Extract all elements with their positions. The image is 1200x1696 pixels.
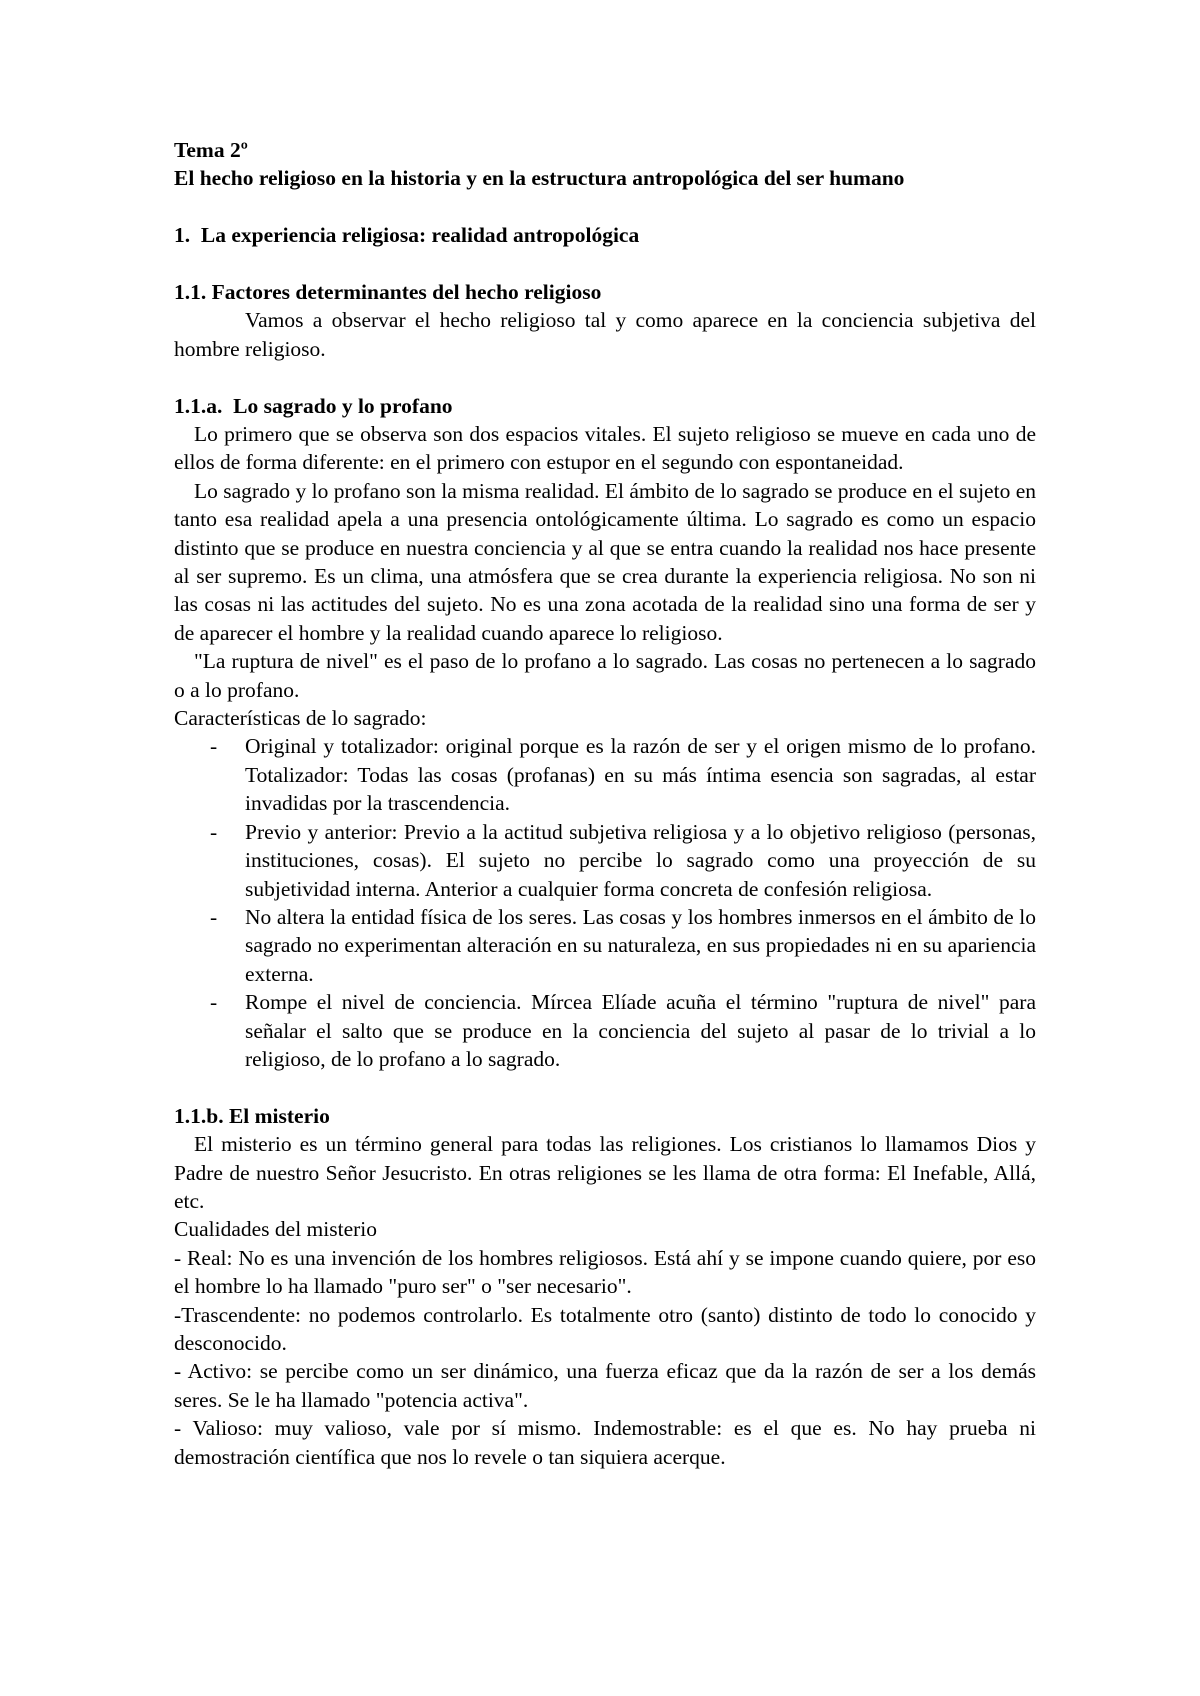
paragraph: "La ruptura de nivel" es el paso de lo profano a lo sagrado. Las cosas no pertenecen a lo sagrado o a lo profano. bbox=[174, 649, 1036, 702]
paragraph: Lo primero que se observa son dos espacios vitales. El sujeto religioso se mueve en cada uno de ellos de forma diferente: en el primero con estupor en el segundo con espontaneidad. bbox=[174, 422, 1036, 475]
section-1-1-a-heading bbox=[174, 392, 1036, 420]
dash-bullet: - bbox=[210, 734, 218, 759]
list-item-text: No altera la entidad física de los seres. Las cosas y los hombres inmersos en el ámbito de lo sagrado no experimentan alteración en su naturaleza, en sus propiedades ni en su apariencia externa. bbox=[245, 904, 1036, 986]
section-1-1-heading: 1.1. Factores determinantes del hecho religioso bbox=[174, 280, 602, 304]
characteristics-label: Características de lo sagrado: bbox=[174, 706, 427, 731]
section-1-1-intro: Vamos a observar el hecho religioso tal y como aparece en la conciencia subjetiva del hombre religioso. bbox=[174, 308, 1036, 361]
paragraph: El misterio es un término general para todas las religiones. Los cristianos lo llamamos Dios y Padre de nuestro Señor Jesucristo. En otras religiones se les llama de otra forma: El Inefable, Allá, etc. bbox=[174, 1132, 1036, 1213]
qualities-label: Cualidades del misterio bbox=[174, 1217, 378, 1242]
dash-bullet: - bbox=[210, 819, 218, 844]
section-1-1-a-title: Lo sagrado y lo profano bbox=[233, 393, 453, 418]
section-1-1-b-heading: 1.1.b. El misterio bbox=[174, 1103, 330, 1128]
quality-item: - Activo: se percibe como un ser dinámico, una fuerza eficaz que da la razón de ser a los demás seres. Se le ha llamado "potencia activa". bbox=[174, 1359, 1036, 1412]
list-item-text: Previo y anterior: Previo a la actitud subjetiva religiosa y a lo objetivo religioso (personas, instituciones, cosas). El sujeto no percibe lo sagrado como una proyección de su subjetividad interna. Anterior a cualquier forma concreta de confesión religiosa. bbox=[245, 819, 1036, 901]
quality-item: - Valioso: muy valioso, vale por sí mismo. Indemostrable: es el que es. No hay prueba ni demostración científica que nos lo revele o tan siquiera acerque. bbox=[174, 1416, 1036, 1469]
dash-bullet: - bbox=[210, 990, 218, 1015]
characteristics-list bbox=[174, 732, 1036, 1073]
spacer bbox=[174, 193, 1036, 221]
list-item bbox=[174, 903, 1036, 988]
document-title: El hecho religioso en la historia y en la estructura antropológica del ser humano bbox=[174, 166, 905, 191]
list-item bbox=[174, 988, 1036, 1073]
document-page bbox=[174, 136, 1036, 1471]
list-item bbox=[174, 818, 1036, 903]
spacer bbox=[174, 1073, 1036, 1101]
list-item bbox=[174, 732, 1036, 817]
quality-item: -Trascendente: no podemos controlarlo. Es totalmente otro (santo) distinto de todo lo conocido y desconocido. bbox=[174, 1302, 1036, 1355]
section-1-title: La experiencia religiosa: realidad antropológica bbox=[200, 223, 640, 248]
quality-item: - Real: No es una invención de los hombres religiosos. Está ahí y se impone cuando quiere, por eso el hombre lo ha llamado "puro ser" o "ser necesario". bbox=[174, 1245, 1036, 1299]
section-1-heading bbox=[174, 221, 1036, 249]
topic-number: Tema 2º bbox=[174, 138, 248, 162]
paragraph: Lo sagrado y lo profano son la misma realidad. El ámbito de lo sagrado se produce en el sujeto en tanto esa realidad apela a una presencia ontológicamente última. Lo sagrado es como un espacio distinto que se produce en nuestra conciencia y al que se entra cuando la realidad nos hace presente al ser supremo. Es un clima, una atmósfera que se crea durante la experiencia religiosa. No son ni las cosas ni las actitudes del sujeto. No es una zona acotada de la realidad sino una forma de ser y de aparecer el hombre y la realidad cuando aparece lo religioso. bbox=[174, 478, 1036, 645]
list-item-text: Original y totalizador: original porque es la razón de ser y el origen mismo de lo profano. Totalizador: Todas las cosas (profanas) en su más íntima esencia son sagradas, al estar invadidas por la trascendencia. bbox=[245, 734, 1036, 816]
spacer bbox=[174, 250, 1036, 278]
section-1-1-a-number: 1.1.a. bbox=[174, 393, 223, 418]
list-item-text: Rompe el nivel de conciencia. Mírcea Elíade acuña el término "ruptura de nivel" para señalar el salto que se produce en la conciencia del sujeto al pasar de lo trivial a lo religioso, de lo profano a lo sagrado. bbox=[245, 990, 1036, 1071]
dash-bullet: - bbox=[210, 904, 218, 929]
spacer bbox=[174, 363, 1036, 391]
section-1-number: 1. bbox=[174, 223, 191, 248]
